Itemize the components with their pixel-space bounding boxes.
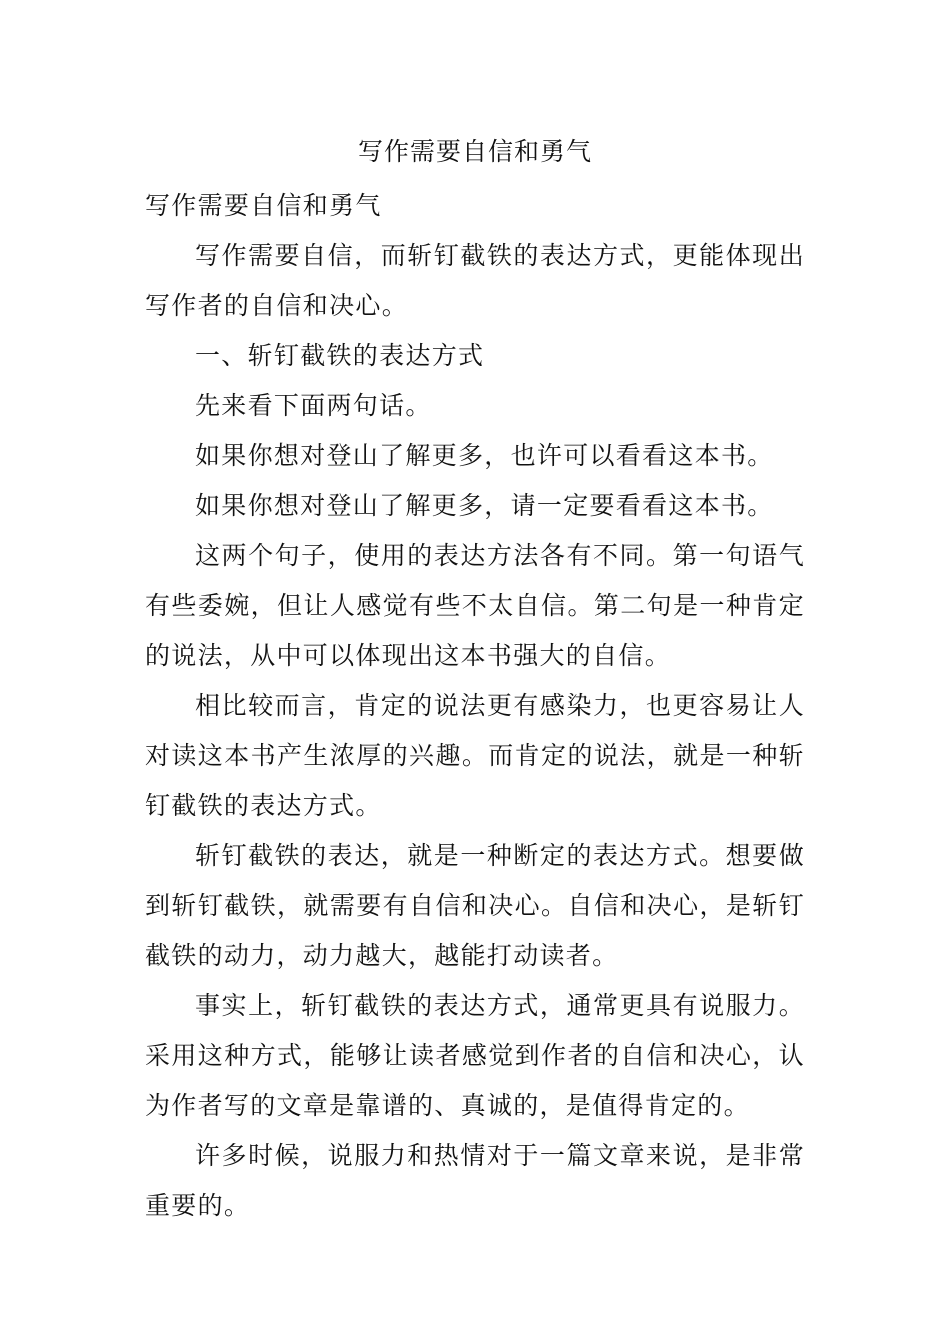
example-sentence-2: 如果你想对登山了解更多，请一定要看看这本书。 (195, 491, 774, 520)
example-sentence-1: 如果你想对登山了解更多，也许可以看看这本书。 (195, 441, 774, 470)
paragraph: 先来看下面两句话。 (195, 391, 432, 420)
paragraph: 这两个句子，使用的表达方法各有不同。第一句语气有些委婉，但让人感觉有些不太自信。第二句是一种肯定的说法，从中可以体现出这本书强大的自信。 (145, 541, 805, 670)
document-subtitle: 写作需要自信和勇气 (145, 191, 382, 220)
paragraph: 斩钉截铁的表达，就是一种断定的表达方式。想要做到斩钉截铁，就需要有自信和决心。自信和决心，是斩钉截铁的动力，动力越大，越能打动读者。 (145, 841, 805, 970)
document-title: 写作需要自信和勇气 (357, 137, 592, 166)
paragraph-intro: 写作需要自信，而斩钉截铁的表达方式，更能体现出写作者的自信和决心。 (145, 241, 805, 320)
paragraph: 相比较而言，肯定的说法更有感染力，也更容易让人对读这本书产生浓厚的兴趣。而肯定的说法，就是一种斩钉截铁的表达方式。 (145, 691, 805, 820)
section-heading: 一、斩钉截铁的表达方式 (195, 341, 485, 370)
document-body (145, 181, 805, 1231)
paragraph: 许多时候，说服力和热情对于一篇文章来说，是非常重要的。 (145, 1141, 805, 1220)
paragraph: 事实上，斩钉截铁的表达方式，通常更具有说服力。采用这种方式，能够让读者感觉到作者的自信和决心，认为作者写的文章是靠谱的、真诚的，是值得肯定的。 (145, 991, 805, 1120)
